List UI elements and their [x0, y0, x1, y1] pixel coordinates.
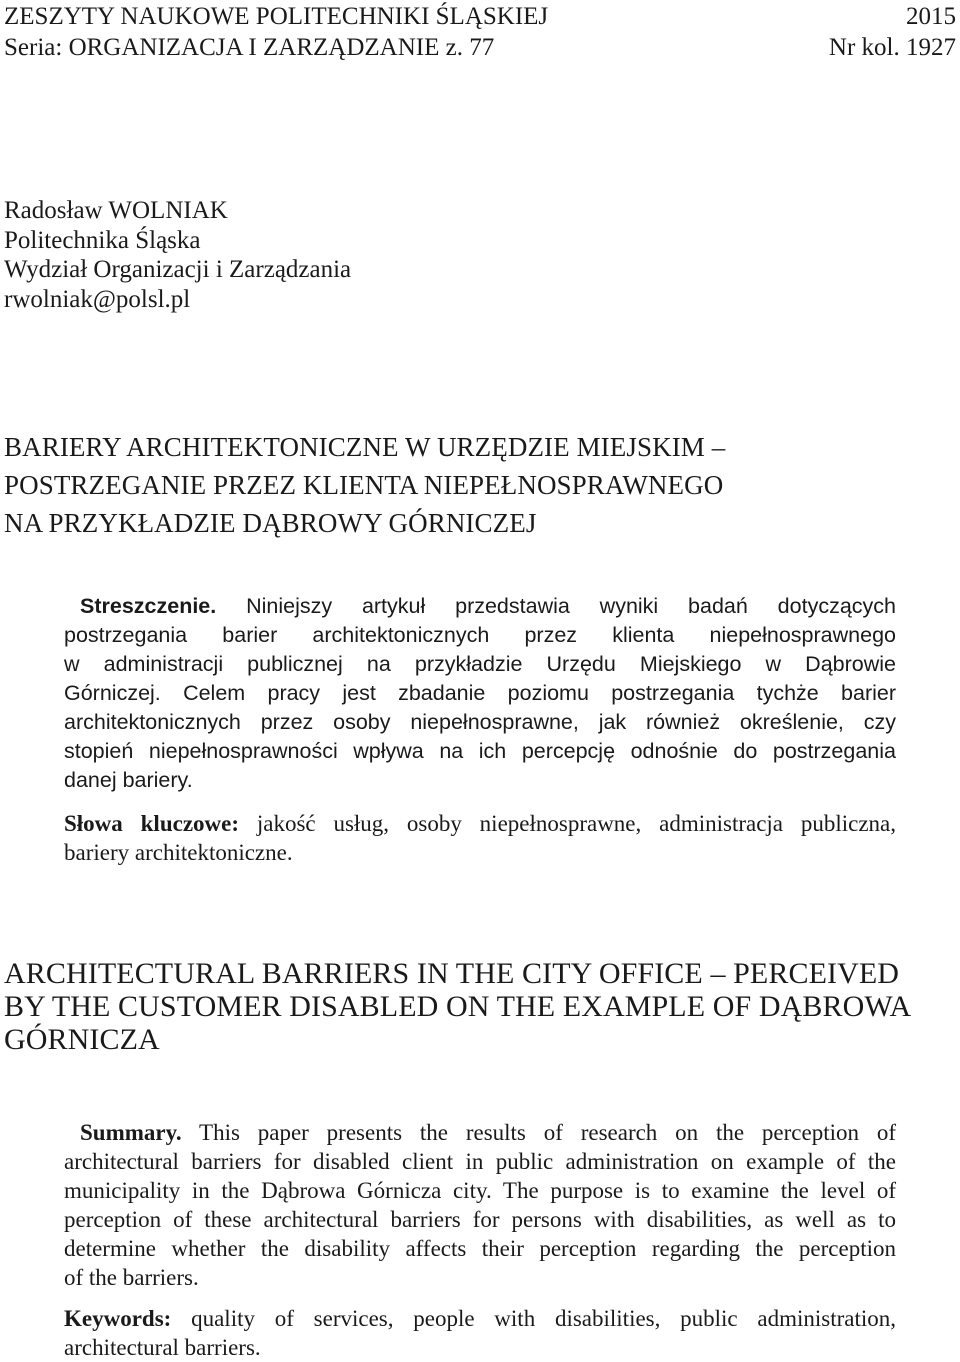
title-polish-line: BARIERY ARCHITEKTONICZNE W URZĘDZIE MIEJSKIM – [4, 432, 726, 462]
author-department: Wydział Organizacji i Zarządzania [4, 256, 352, 283]
keywords-polish-line: Słowa kluczowe: jakość usług, osoby niepełnosprawne, administracja publiczna, [64, 811, 897, 836]
journal-series: Seria: ORGANIZACJA I ZARZĄDZANIE z. 77 [4, 34, 495, 61]
abstract-polish-label: Streszczenie. [80, 594, 217, 618]
title-english-line: BY THE CUSTOMER DISABLED ON THE EXAMPLE OF DĄBROWA [4, 990, 912, 1023]
abstract-polish-line: postrzegania barier architektonicznych przez klienta niepełnosprawnego [64, 623, 896, 647]
issue-number: Nr kol. 1927 [828, 34, 956, 61]
keywords-english-label: Keywords: [64, 1306, 172, 1331]
keywords-english [64, 1304, 896, 1362]
abstract-english-label: Summary. [80, 1120, 182, 1145]
title-english [4, 957, 954, 1056]
keywords-english-line: architectural barriers. [64, 1335, 261, 1360]
title-polish-line: NA PRZYKŁADZIE DĄBROWY GÓRNICZEJ [4, 508, 537, 538]
keywords-english-line: Keywords: quality of services, people with disabilities, public administration, [64, 1306, 897, 1331]
abstract-english-line: municipality in the Dąbrowa Górnicza city. The purpose is to examine the level of [64, 1178, 896, 1203]
abstract-english-line: architectural barriers for disabled client in public administration on example of the [64, 1149, 896, 1174]
journal-year: 2015 [906, 3, 956, 30]
abstract-polish-line: Streszczenie. Niniejszy artykuł przedstawia wyniki badań dotyczących [80, 594, 896, 618]
abstract-polish-line: architektonicznych przez osoby niepełnosprawne, jak również określenie, czy [64, 710, 896, 734]
keywords-polish-line: bariery architektoniczne. [64, 840, 293, 865]
author-affiliation: Politechnika Śląska [4, 226, 201, 254]
abstract-english-line: of the barriers. [64, 1265, 199, 1290]
journal-title: ZESZYTY NAUKOWE POLITECHNIKI ŚLĄSKIEJ [4, 3, 549, 30]
abstract-english-line: perception of these architectural barriers for persons with disabilities, as well as to [64, 1207, 896, 1232]
author-email[interactable]: rwolniak@polsl.pl [4, 285, 191, 313]
abstract-polish-line: Górniczej. Celem pracy jest zbadanie poziomu postrzegania tychże barier [64, 681, 896, 705]
title-english-line: GÓRNICZA [4, 1023, 160, 1056]
title-polish [4, 428, 954, 542]
abstract-polish [64, 592, 896, 795]
keywords-polish-label: Słowa kluczowe: [64, 811, 240, 836]
abstract-english-line: determine whether the disability affects their perception regarding the perception [64, 1236, 896, 1261]
abstract-english-line: Summary. This paper presents the results of research on the perception of [80, 1120, 896, 1145]
abstract-polish-line: danej bariery. [64, 768, 193, 792]
abstract-polish-line: w administracji publicznej na przykładzie Urzędu Miejskiego w Dąbrowie [64, 652, 896, 676]
keywords-polish [64, 809, 896, 867]
author-name: Radosław WOLNIAK [4, 197, 228, 224]
author-block [4, 196, 351, 314]
abstract-polish-line: stopień niepełnosprawności wpływa na ich percepcję odnośnie do postrzegania [64, 739, 896, 763]
title-english-line: ARCHITECTURAL BARRIERS IN THE CITY OFFICE – PERCEIVED [4, 957, 900, 990]
title-polish-line: POSTRZEGANIE PRZEZ KLIENTA NIEPEŁNOSPRAWNEGO [4, 470, 724, 500]
abstract-english [64, 1118, 896, 1292]
